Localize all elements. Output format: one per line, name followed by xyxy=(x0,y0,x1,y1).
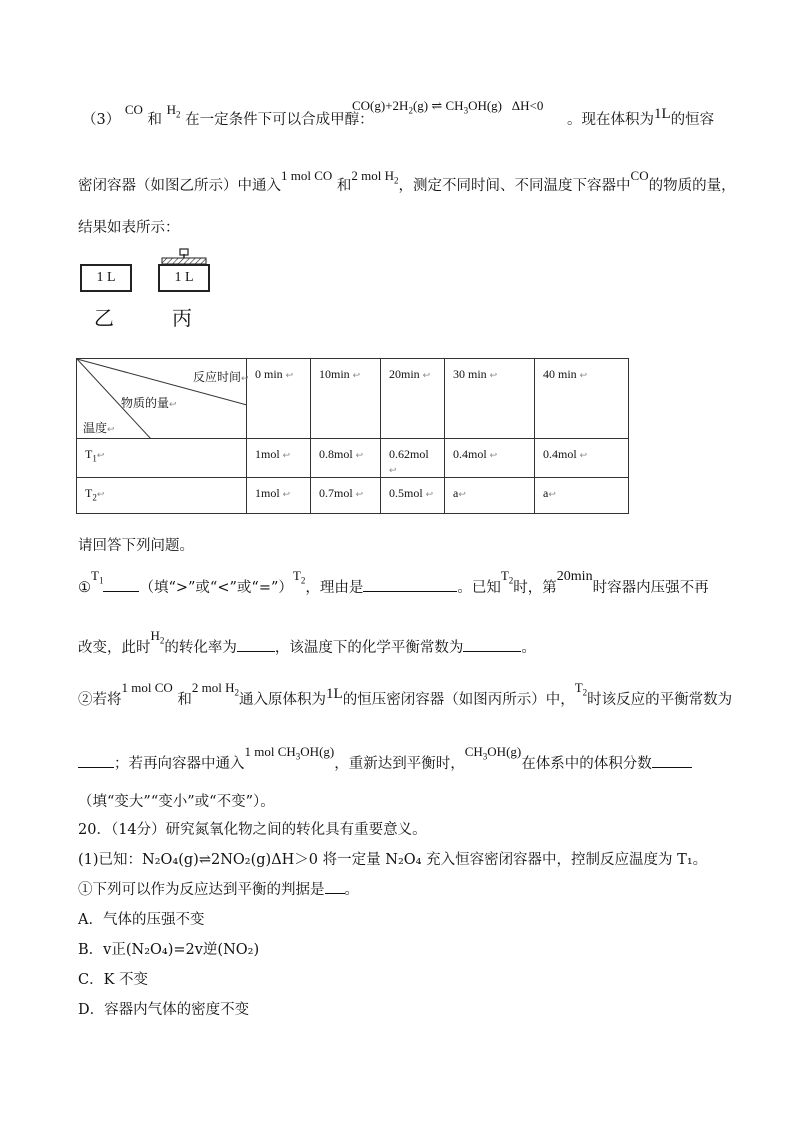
table-cell: 0.8mol ↩ xyxy=(311,439,381,478)
q2-line1: ②若将1 mol CO 和2 mol $H_2$通入原体积为1L的恒压密闭容器（如图丙所示）中，$T_2$时该反应的平衡常数为 xyxy=(78,680,733,708)
col-header: 10min ↩ xyxy=(311,359,381,439)
header-amount: 物质的量↩ xyxy=(121,396,177,410)
q1-line1: $①T_1$ （填“>”或“<”或“$=”)T_2$，理由是 。已知$T_2$时，第20min时容器内压强不再 xyxy=(78,568,709,596)
co-amount-table xyxy=(76,358,629,514)
symbol-t2: $T_2$ xyxy=(574,680,588,698)
answer-blank[interactable] xyxy=(325,879,345,894)
q3-condition: 在一定条件下可以合成甲醇： xyxy=(185,112,374,128)
container-fixed: 1 L xyxy=(80,264,132,292)
symbol-t1: $T_1$ xyxy=(91,568,104,586)
answer-blank[interactable] xyxy=(78,753,114,768)
amount-ch3oh: 1 mol $CH_3OH(g)$ xyxy=(244,744,335,762)
diagonal-header-cell xyxy=(77,359,247,439)
piston-icon xyxy=(156,246,214,268)
table-row xyxy=(77,439,629,478)
text-and: 和 xyxy=(147,112,163,128)
table-cell: 0.5mol ↩ xyxy=(381,478,445,514)
answer-blank[interactable] xyxy=(463,637,521,652)
time-20min: 20min xyxy=(556,569,593,584)
formula-co-2: CO xyxy=(630,168,649,183)
q3-line1 xyxy=(82,102,374,130)
problem-20-given: (1)已知：N₂O₄(g)⇌2NO₂(g)ΔH＞0 将一定量 N₂O₄ 充入恒容密闭容器中，控制反应温度为 T₁。 xyxy=(78,852,708,868)
option-c[interactable]: C．K 不变 xyxy=(78,972,149,988)
option-b[interactable]: B．v正(N₂O₄)=2v逆(NO₂) xyxy=(78,942,260,958)
q3-line2: 密闭容器（如图乙所示）中通入1 mol CO 和2 mol $H_2$，测定不同时间、不同温度下容器中CO的物质的量， xyxy=(78,168,736,194)
formula-co: CO xyxy=(124,102,143,117)
row-label: $T_1↩$ xyxy=(77,439,247,478)
q1-line2: 改变，此时$H_2$的转化率为 ，该温度下的化学平衡常数为 。 xyxy=(78,628,536,656)
table-cell: 1mol ↩ xyxy=(247,439,311,478)
volume-1l: 1L xyxy=(654,106,671,122)
option-a[interactable]: A．气体的压强不变 xyxy=(78,912,205,928)
answer-blank[interactable] xyxy=(103,577,139,592)
delta-h: ΔH<0 xyxy=(511,98,544,113)
q3-line1-end: 。现在体积为1L的恒容 xyxy=(567,106,715,128)
col-header: 0 min ↩ xyxy=(247,359,311,439)
problem-20-q1: ①下列可以作为反应达到平衡的判据是 。 xyxy=(78,878,359,899)
answer-blank[interactable] xyxy=(237,637,275,652)
table-header-row xyxy=(77,359,629,439)
header-time: 反应时间↩ xyxy=(193,370,249,384)
label-bing: 丙 xyxy=(172,306,192,330)
table-cell: a↩ xyxy=(535,478,629,514)
container-piston: 1 L xyxy=(158,264,210,292)
q2-line2: ；若再向容器中通入1 mol $CH_3OH(g)$，重新达到平衡时，$CH_3OH(g)$在体系中的体积分数 xyxy=(78,752,692,774)
table-cell: 0.4mol ↩ xyxy=(535,439,629,478)
q2-fill-hint: （填“变大”“变小”或“不变”）。 xyxy=(78,794,275,810)
col-header: 40 min ↩ xyxy=(535,359,629,439)
table-cell: 1mol ↩ xyxy=(247,478,311,514)
table-cell: 0.7mol ↩ xyxy=(311,478,381,514)
table-cell: a↩ xyxy=(445,478,535,514)
problem-20-title: 20．（14分）研究氮氧化物之间的转化具有重要意义。 xyxy=(78,822,427,838)
col-header: 20min ↩ xyxy=(381,359,445,439)
table-cell: 0.4mol ↩ xyxy=(445,439,535,478)
answer-blank[interactable] xyxy=(652,753,692,768)
header-temperature: 温度↩ xyxy=(83,421,115,435)
symbol-t2: $T_2$ xyxy=(500,568,514,586)
table-row xyxy=(77,478,629,514)
option-d[interactable]: D．容器内气体的密度不变 xyxy=(78,1002,250,1018)
amount-co: 1 mol CO xyxy=(121,680,173,695)
q3-number: （3） xyxy=(82,112,121,128)
label-yi: 乙 xyxy=(94,306,114,330)
answer-blank[interactable] xyxy=(363,577,457,592)
amount-h2: 2 mol $H_2$ xyxy=(191,680,240,698)
table-cell: 0.62mol ↩ xyxy=(381,439,445,478)
symbol-t2: $T_2$ xyxy=(292,568,306,586)
col-header: 30 min ↩ xyxy=(445,359,535,439)
volume-1l: 1L xyxy=(326,686,343,702)
formula-h2: $H_2$ xyxy=(150,628,165,646)
q3-line3: 结果如表所示： xyxy=(78,220,180,236)
formula-h2: $H_2$ xyxy=(166,102,181,120)
formula-ch3oh: $CH_3OH(g)$ xyxy=(464,744,522,762)
amount-co: 1 mol CO xyxy=(281,168,333,183)
amount-h2: 2 mol $H_2$ xyxy=(351,168,399,186)
question-intro: 请回答下列问题。 xyxy=(78,538,194,554)
row-label: $T_2↩$ xyxy=(77,478,247,514)
reaction-equation: $CO(g)+2H_2(g)$ ⇌ $CH_3OH(g)$ ΔH<0 xyxy=(352,98,544,116)
